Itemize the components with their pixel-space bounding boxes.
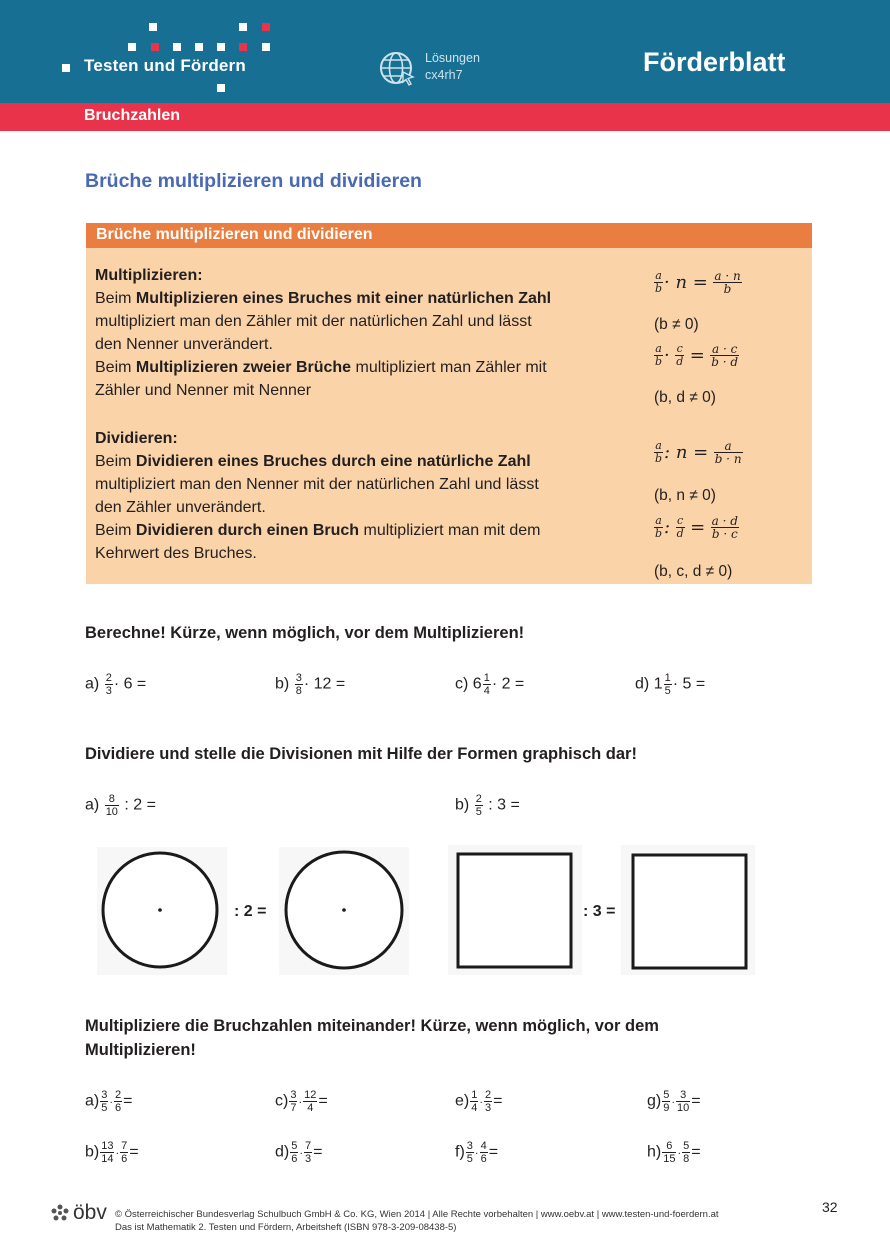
task1-item-c: c) 6 $\frac{1}{4}$ · 2 =: [455, 672, 525, 697]
page-number: 32: [822, 1199, 838, 1215]
solutions-label[interactable]: Lösungen: [425, 51, 480, 65]
condition-4: (b, c, d ≠ 0): [654, 563, 733, 580]
task1-item-a: a) $\frac{2}{3}$ · 6 =: [85, 672, 147, 697]
task3-item-c: c) $\frac{3}{7}$ · $\frac{12}{4}$ =: [275, 1089, 328, 1114]
formula-mult-natural: $\frac{a}{b}$ · n = $\frac{a \cdot n}{b}$: [655, 269, 741, 296]
task2-item-a: a) $\frac{8}{10}$ : 2 =: [85, 793, 156, 818]
div-line-4: Beim Dividieren durch einen Bruch multipliziert man mit dem: [95, 522, 541, 539]
mult-line-1: Beim Multiplizieren eines Bruches mit einer natürlichen Zahl: [95, 290, 552, 307]
globe-cursor-icon[interactable]: [379, 50, 417, 88]
square-shape-2[interactable]: [621, 845, 755, 975]
condition-2: (b, d ≠ 0): [654, 389, 716, 406]
task3-item-d: d) $\frac{5}{6}$ · $\frac{7}{3}$ =: [275, 1140, 323, 1165]
task1-instruction: Berechne! Kürze, wenn möglich, vor dem Multiplizieren!: [85, 624, 525, 642]
task3-instruction-line-2: Multiplizieren!: [85, 1041, 196, 1059]
div-line-1: Beim Dividieren eines Bruches durch eine natürliche Zahl: [95, 453, 531, 470]
condition-1: (b ≠ 0): [654, 316, 699, 333]
squares-operator: : 3 =: [583, 903, 616, 920]
page-title: Brüche multiplizieren und dividieren: [85, 170, 422, 192]
sheet-title: Förderblatt: [643, 47, 786, 77]
task2-item-b: b) $\frac{2}{5}$ : 3 =: [455, 793, 520, 818]
mult-line-5: Zähler und Nenner mit Nenner: [95, 382, 312, 399]
solutions-code[interactable]: cx4rh7: [425, 68, 463, 82]
mult-heading: Multiplizieren:: [95, 267, 203, 284]
footer-isbn: Das ist Mathematik 2. Testen und Fördern, Arbeitsheft (ISBN 978-3-209-08438-5): [115, 1222, 457, 1233]
div-line-2: multipliziert man den Nenner mit der natürlichen Zahl und lässt: [95, 476, 539, 493]
task1-item-b: b) $\frac{3}{8}$ · 12 =: [275, 672, 346, 697]
formula-mult-fractions: $\frac{a}{b}$ · $\frac{c}{d}$ = $\frac{a \cdot c}{b \cdot d}$: [655, 342, 739, 369]
task3-item-f: f) $\frac{3}{5}$ · $\frac{4}{6}$ =: [455, 1140, 499, 1165]
div-line-5: Kehrwert des Bruches.: [95, 545, 257, 562]
circles-operator: : 2 =: [234, 903, 267, 920]
task3-item-g: g) $\frac{5}{9}$ · $\frac{3}{10}$ =: [647, 1089, 701, 1114]
square-shape-1[interactable]: [448, 845, 582, 975]
mult-line-4: Beim Multiplizieren zweier Brüche multipliziert man Zähler mit: [95, 359, 547, 376]
footer-copyright: © Österreichischer Bundesverlag Schulbuch GmbH & Co. KG, Wien 2014 | Alle Rechte vorbehalten | www.oebv.at | www.testen-und-foerdern.at: [115, 1209, 719, 1220]
task1-item-d: d) 1 $\frac{1}{5}$ · 5 =: [635, 672, 706, 697]
div-heading: Dividieren:: [95, 430, 178, 447]
task2-instruction: Dividiere und stelle die Divisionen mit Hilfe der Formen graphisch dar!: [85, 745, 637, 763]
info-box-header: [86, 223, 812, 248]
publisher-logo-icon: [50, 1203, 70, 1223]
formula-div-natural: $\frac{a}{b}$ : n = $\frac{a}{b \cdot n}$: [655, 439, 742, 466]
circle-shape-2[interactable]: [279, 847, 409, 975]
mult-line-3: den Nenner unverändert.: [95, 336, 273, 353]
circle-shape-1[interactable]: [97, 847, 227, 975]
task3-item-e: e) $\frac{1}{4}$ · $\frac{2}{3}$ =: [455, 1089, 503, 1114]
info-box-heading: Brüche multiplizieren und dividieren: [96, 226, 373, 243]
div-line-3: den Zähler unverändert.: [95, 499, 266, 516]
brand-name: Testen und Fördern: [84, 56, 246, 75]
formula-div-fractions: $\frac{a}{b}$ : $\frac{c}{d}$ = $\frac{a \cdot d}{b \cdot c}$: [655, 514, 738, 541]
task3-item-a: a) $\frac{3}{5}$ · $\frac{2}{6}$ =: [85, 1089, 133, 1114]
publisher-logo: öbv: [73, 1201, 107, 1224]
task3-instruction-line-1: Multipliziere die Bruchzahlen miteinander! Kürze, wenn möglich, vor dem: [85, 1017, 659, 1035]
mult-line-2: multipliziert man den Zähler mit der natürlichen Zahl und lässt: [95, 313, 532, 330]
task3-item-b: b) $\frac{13}{14}$ · $\frac{7}{6}$ =: [85, 1140, 139, 1165]
topic-label: Bruchzahlen: [84, 107, 181, 124]
condition-3: (b, n ≠ 0): [654, 487, 716, 504]
task3-item-h: h) $\frac{6}{15}$ · $\frac{5}{8}$ =: [647, 1140, 701, 1165]
